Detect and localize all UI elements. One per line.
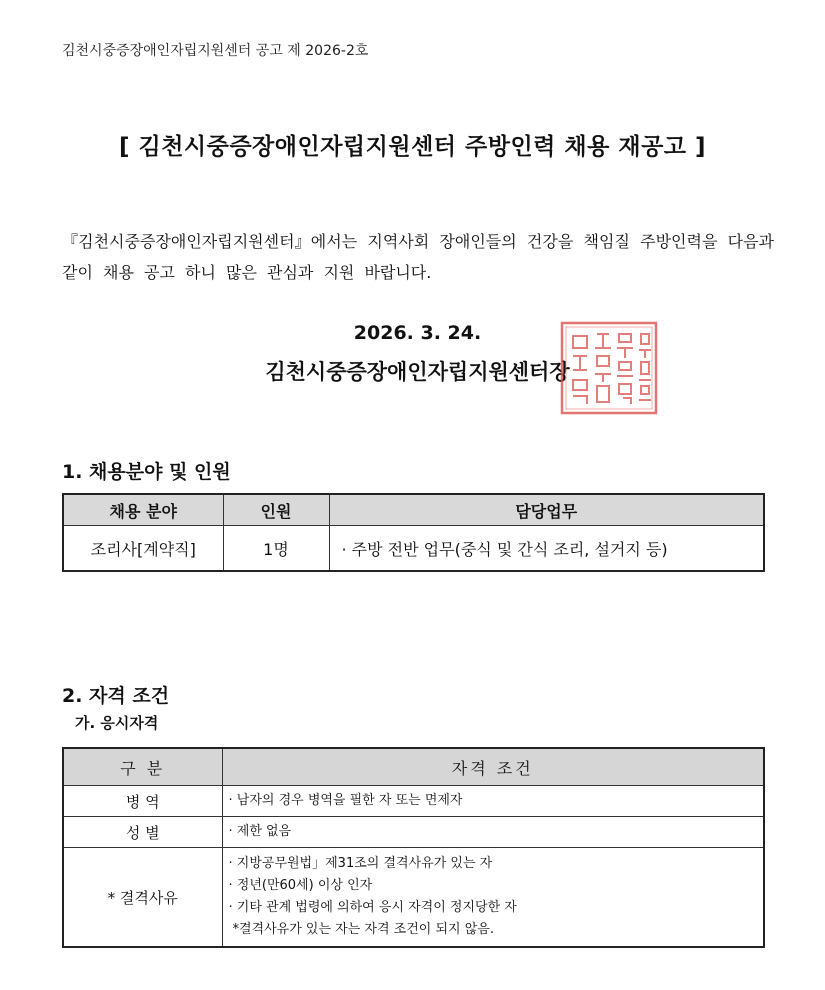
disqualification-note: *결격사유가 있는 자는 자격 조건이 되지 않음.: [232, 922, 494, 937]
official-seal-icon: [559, 320, 659, 416]
column-header-qualification: 자격 조건: [222, 748, 764, 786]
cell-count: 1명: [223, 526, 329, 572]
column-header-count: 인원: [223, 494, 329, 526]
qualification-table: [62, 747, 765, 948]
table-row: [63, 848, 764, 948]
detail-line: · 정년(만60세) 이상 인자: [228, 878, 373, 893]
recruitment-table: [62, 493, 765, 572]
table-row: [63, 786, 764, 817]
category-disqualification: * 결격사유: [63, 848, 222, 948]
column-header-field: 채용 분야: [63, 494, 223, 526]
column-header-duties: 담당업무: [329, 494, 764, 526]
section-2-heading: 2. 자격 조건: [62, 685, 170, 707]
table-row: [63, 526, 764, 572]
detail-disqualification: [222, 848, 764, 948]
category-military: 병 역: [63, 786, 222, 817]
detail-line: · 지방공무원법」제31조의 결격사유가 있는 자: [228, 856, 493, 871]
detail-gender: [222, 817, 764, 848]
detail-line: · 제한 없음: [228, 824, 292, 839]
detail-line: · 기타 관계 법령에 의하여 응시 자격이 정지당한 자: [228, 900, 517, 915]
table-row: [63, 817, 764, 848]
notice-date: 2026. 3. 24.: [353, 322, 482, 344]
cell-duties: · 주방 전반 업무(중식 및 간식 조리, 설거지 등): [329, 526, 764, 572]
document-title: [ 김천시중증장애인자립지원센터 주방인력 채용 재공고 ]: [118, 134, 707, 160]
section-2-subheading: 가. 응시자격: [75, 714, 159, 732]
cell-field: 조리사[계약직]: [63, 526, 223, 572]
detail-line: · 남자의 경우 병역을 필한 자 또는 면제자: [228, 793, 463, 808]
intro-paragraph: 『김천시중증장애인자립지원센터』에서는 지역사회 장애인들의 건강을 책임질 주방인력을 다음과 같이 채용 공고 하니 많은 관심과 지원 바랍니다.: [62, 232, 774, 282]
column-header-category: 구 분: [63, 748, 222, 786]
section-1-heading: 1. 채용분야 및 인원: [62, 461, 231, 483]
notice-number: 김천시중증장애인자립지원센터 공고 제 2026-2호: [62, 43, 369, 59]
issuer-name: 김천시중증장애인자립지원센터장: [265, 360, 570, 384]
category-gender: 성 별: [63, 817, 222, 848]
detail-military: [222, 786, 764, 817]
